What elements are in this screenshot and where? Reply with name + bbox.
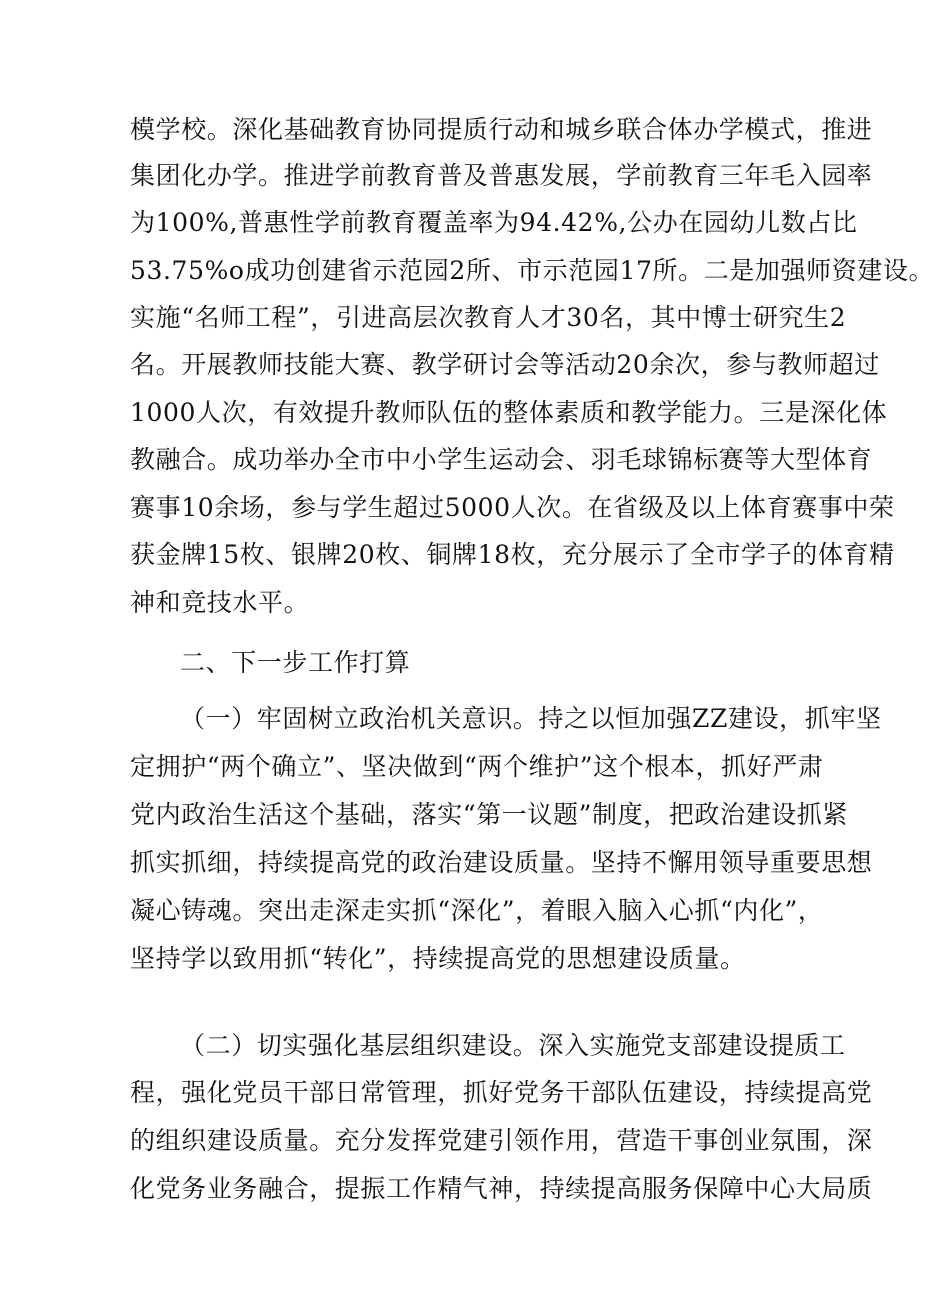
section-heading: 二、下一步工作打算 <box>180 648 411 677</box>
paragraph-line: 53.75%o成功创建省示范园2所、市示范园17所。二是加强师资建设。 <box>130 256 934 285</box>
paragraph-line: 坚持学以致用抓“转化”，持续提高党的思想建设质量。 <box>130 944 746 973</box>
paragraph-line: 赛事10余场，参与学生超过5000人次。在省级及以上体育赛事中荣 <box>130 493 895 522</box>
paragraph-line: 党内政治生活这个基础，落实“第一议题”制度，把政治建设抓紧 <box>130 800 848 829</box>
paragraph-line: 为100%,普惠性学前教育覆盖率为94.42%,公办在园幼儿数占比 <box>130 208 858 237</box>
paragraph-line: 获金牌15枚、银牌20枚、铜牌18枚，充分展示了全市学子的体育精 <box>130 540 895 569</box>
paragraph-line: 教融合。成功举办全市中小学生运动会、羽毛球锦标赛等大型体育 <box>130 445 873 474</box>
paragraph-line: 实施“名师工程”，引进高层次教育人才30名，其中博士研究生2 <box>130 303 847 332</box>
paragraph-line: 集团化办学。推进学前教育普及普惠发展，学前教育三年毛入园率 <box>130 161 873 190</box>
paragraph-line: 化党务业务融合，提振工作精气神，持续提高服务保障中心大局质 <box>130 1174 873 1203</box>
paragraph-first-line: （二）切实强化基层组织建设。深入实施党支部建设提质工 <box>180 1031 846 1060</box>
paragraph-line: 抓实抓细，持续提高党的政治建设质量。坚持不懈用领导重要思想 <box>130 848 873 877</box>
paragraph-line: 1000人次，有效提升教师队伍的整体素质和教学能力。三是深化体 <box>130 398 888 427</box>
paragraph-line: 凝心铸魂。突出走深走实抓“深化”，着眼入脑入心抓“内化”， <box>130 896 824 925</box>
paragraph-line: 名。开展教师技能大赛、教学研讨会等活动20余次，参与教师超过 <box>130 350 880 379</box>
paragraph-line: 定拥护“两个确立”、坚决做到“两个维护”这个根本，抓好严肃 <box>130 752 824 781</box>
paragraph-first-line: （一）牢固树立政治机关意识。持之以恒加强ZZ建设，抓牢坚 <box>180 704 882 733</box>
paragraph-line: 的组织建设质量。充分发挥党建引领作用，营造干事创业氛围，深 <box>130 1126 873 1155</box>
paragraph-line: 模学校。深化基础教育协同提质行动和城乡联合体办学模式，推进 <box>130 115 873 144</box>
paragraph-line: 程，强化党员干部日常管理，抓好党务干部队伍建设，持续提高党 <box>130 1078 873 1107</box>
paragraph-line: 神和竞技水平。 <box>130 588 310 617</box>
